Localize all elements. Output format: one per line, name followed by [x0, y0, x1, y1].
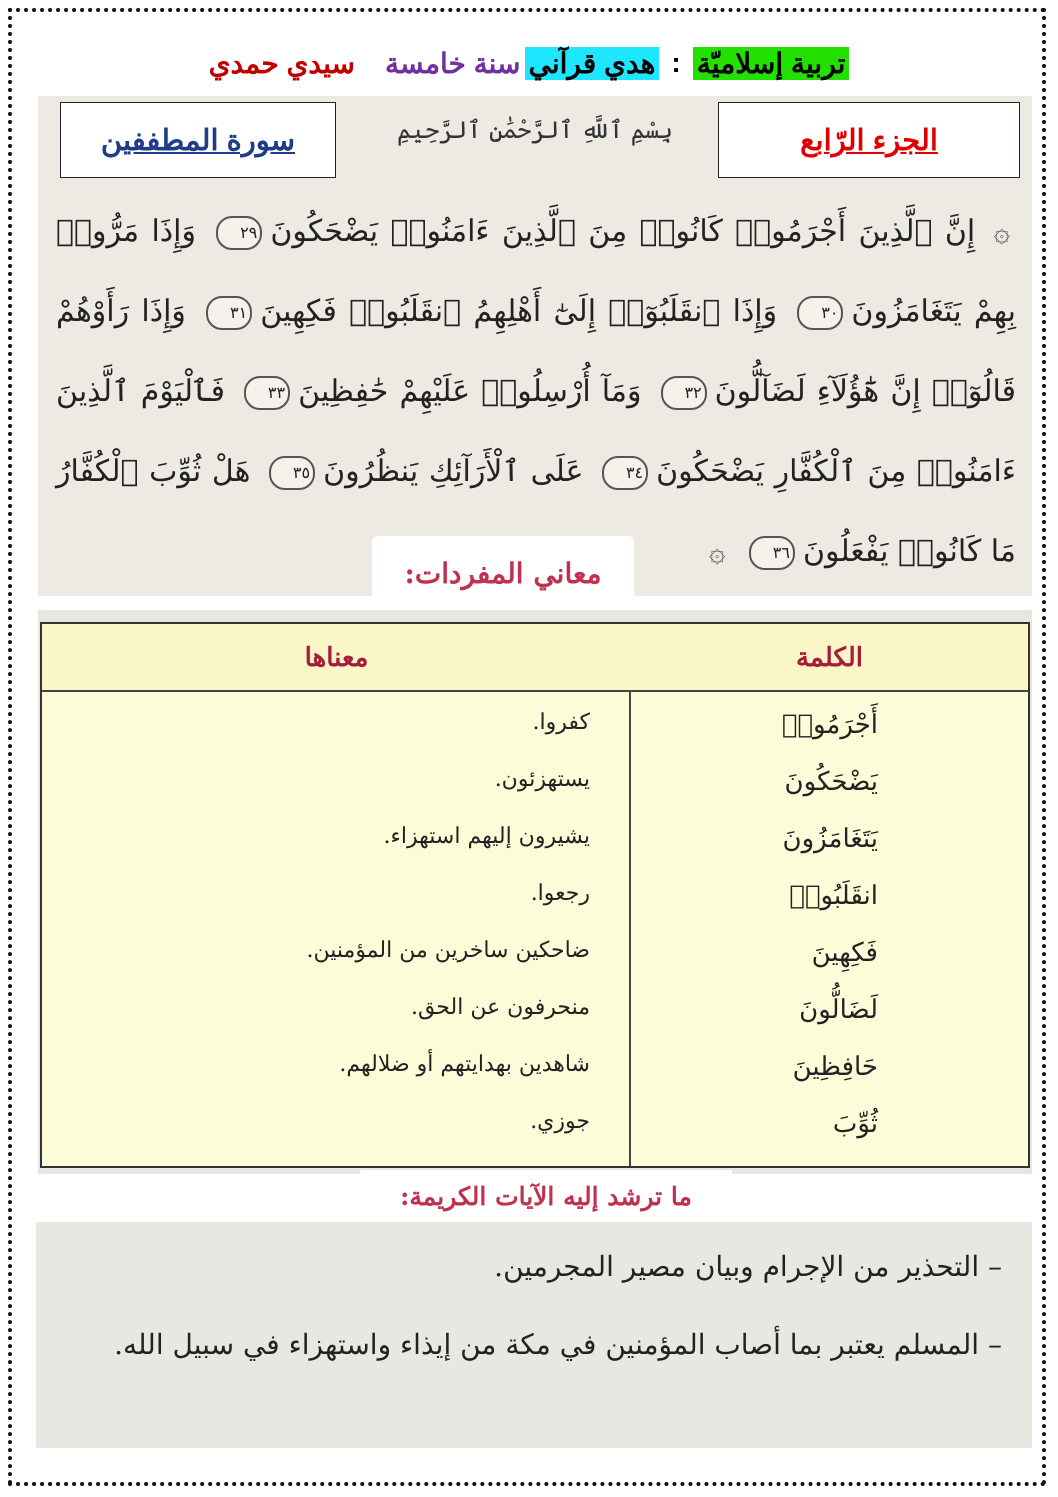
column-header-meaning: معناها [304, 643, 369, 673]
verses-block [56, 192, 1016, 592]
verse-text: وَإِذَا ٱنقَلَبُوٓا۟ إِلَىٰٓ أَهْلِهِمُ ٱنقَلَبُوا۟ فَكِهِينَ [260, 294, 778, 329]
vocab-meaning: ضاحكين ساخرين من المؤمنين. [306, 938, 590, 963]
table-row [42, 1109, 1028, 1166]
verse-text: عَلَى ٱلْأَرَآئِكِ يَنظُرُونَ [323, 454, 584, 489]
vocab-section-title: معاني المفردات: [372, 536, 634, 610]
verse-text: وَإِذَا رَأَوْهُمْ قَالُوٓا۟ إِنَّ هَٰٓؤُلَآءِ لَضَآلُّونَ [56, 294, 1016, 409]
guidance-item: – التحذير من الإجرام وبيان مصير المجرمين. [494, 1250, 1002, 1283]
table-row [42, 881, 1028, 938]
header-separator: : [671, 47, 681, 78]
table-row [42, 938, 1028, 995]
vocab-meaning: يشيرون إليهم استهزاء. [383, 824, 590, 849]
vocab-word: أَجْرَمُوا۟ [781, 710, 878, 740]
column-header-word: الكلمة [795, 643, 864, 673]
verse-text: إِنَّ ٱلَّذِينَ أَجْرَمُوا۟ كَانُوا۟ مِنَ ٱلَّذِينَ ءَامَنُوا۟ يَضْحَكُونَ [270, 214, 976, 249]
verse-number: ٣٠ [797, 296, 843, 330]
subject-label: تربية إسلاميّة [693, 47, 850, 80]
verse-text: وَمَآ أُرْسِلُوا۟ عَلَيْهِمْ حَٰفِظِينَ [298, 374, 642, 409]
basmala: بِسْمِ ٱللَّهِ ٱلرَّحْمَٰنِ ٱلرَّحِيمِ [396, 116, 673, 144]
vocab-meaning: جوزي. [530, 1109, 590, 1134]
verse-number: ٣٤ [602, 456, 648, 490]
guidance-item: – المسلم يعتبر بما أصاب المؤمنين في مكة من إيذاء واستهزاء في سبيل الله. [114, 1328, 1002, 1361]
table-row [42, 710, 1028, 767]
verse-number: ٣٥ [269, 456, 315, 490]
table-row [42, 1052, 1028, 1109]
grade-label: سنة خامسة [384, 47, 521, 79]
verse-text: وَإِذَا مَرُّوا۟ بِهِمْ يَتَغَامَزُونَ [56, 214, 1016, 329]
table-row [42, 995, 1028, 1052]
verse-number: ٣٦ [749, 536, 795, 570]
vocab-word: فَكِهِينَ [811, 938, 878, 968]
teacher-name: سيدي حمدي [208, 47, 355, 79]
vocab-word: لَضَالُّونَ [799, 995, 878, 1025]
vocab-table [40, 622, 1030, 1168]
vocab-meaning: يستهزئون. [494, 767, 590, 792]
guidance-section-title: ما ترشد إليه الآيات الكريمة: [360, 1170, 732, 1222]
vocab-meaning: منحرفون عن الحق. [410, 995, 590, 1020]
verse-number: ٣٢ [661, 376, 707, 410]
verse-text: هَلْ ثُوِّبَ ٱلْكُفَّارُ مَا كَانُوا۟ يَفْعَلُونَ [56, 454, 1016, 569]
lesson-label: هدي قرآني [525, 47, 660, 80]
table-header [42, 624, 1028, 692]
vocab-meaning: رجعوا. [530, 881, 590, 906]
part-title: الجزء الرّابع [718, 102, 1020, 178]
ornament-open-icon: ۞ [993, 215, 1010, 248]
vocab-meaning: شاهدين بهدايتهم أو ضلالهم. [339, 1052, 590, 1077]
guidance-panel [36, 1222, 1032, 1448]
table-row [42, 767, 1028, 824]
page-header [0, 40, 1058, 86]
vocab-word: ثُوِّبَ [832, 1109, 878, 1139]
verse-number: ٣٣ [244, 376, 290, 410]
verse-number: ٣١ [206, 296, 252, 330]
vocab-word: انقَلَبُوا۟ [789, 881, 878, 911]
verse-text: فَٱلْيَوْمَ ٱلَّذِينَ ءَامَنُوا۟ مِنَ ٱلْكُفَّارِ يَضْحَكُونَ [56, 374, 1016, 489]
surah-title: سورة المطففين [60, 102, 336, 178]
quran-text-panel [38, 96, 1032, 596]
vocab-panel [38, 610, 1032, 1174]
vocab-word: يَضْحَكُونَ [784, 767, 878, 797]
ornament-close-icon: ۞ [709, 535, 726, 568]
table-body [42, 710, 1028, 1166]
vocab-meaning: كفروا. [532, 710, 590, 735]
vocab-word: حَافِظِينَ [792, 1052, 878, 1082]
table-row [42, 824, 1028, 881]
verse-number: ٢٩ [216, 216, 262, 250]
vocab-word: يَتَغَامَزُونَ [782, 824, 878, 854]
